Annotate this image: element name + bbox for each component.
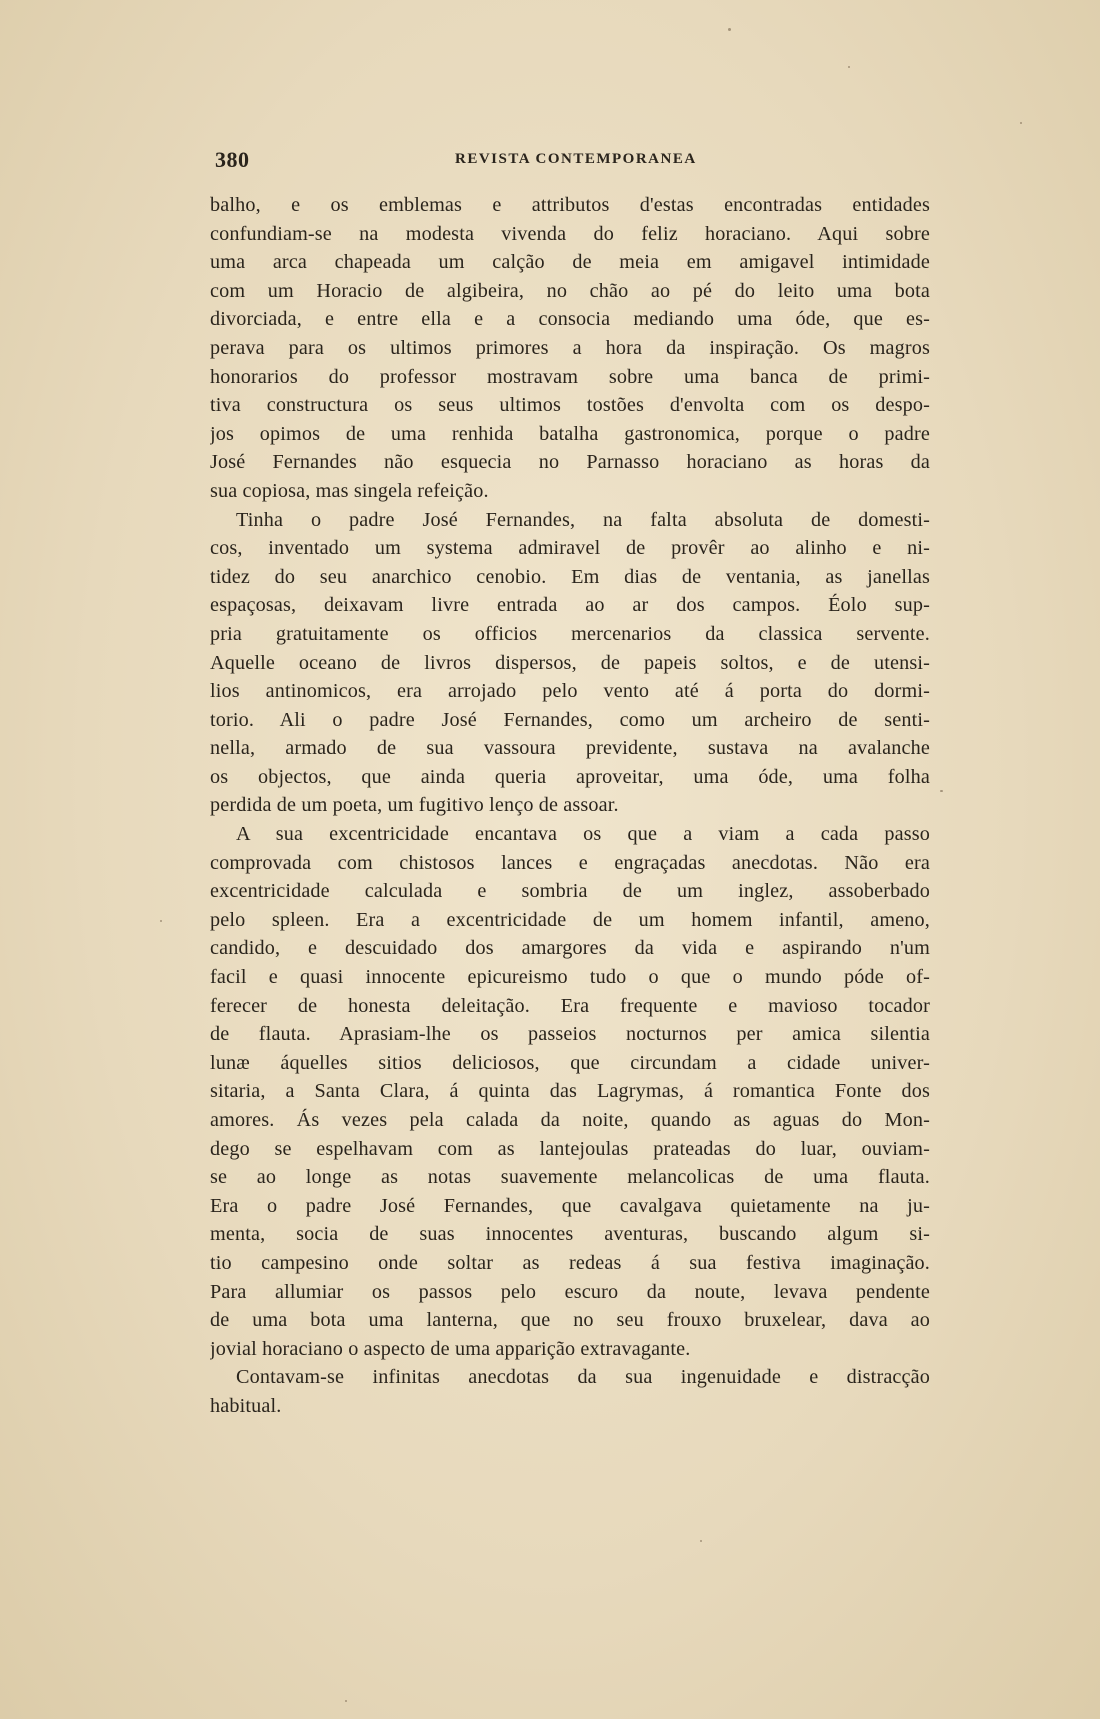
text-line: perdida de um poeta, um fugitivo lenço de assoar.	[210, 794, 619, 817]
text-line: espaçosas, deixavam livre entrada ao ar dos campos. Éolo sup-	[210, 594, 930, 617]
text-line: balho, e os emblemas e attributos d'estas encontradas entidades	[210, 194, 930, 216]
paragraph-start-line: A sua excentricidade encantava os que a viam a cada passo	[236, 823, 930, 846]
text-line: Para allumiar os passos pelo escuro da noute, levava pendente	[210, 1280, 930, 1303]
text-line: pria gratuitamente os officios mercenarios da classica servente.	[210, 622, 930, 645]
running-title: REVISTA CONTEMPORANEA	[455, 151, 697, 167]
text-line: excentricidade calculada e sombria de um inglez, assoberbado	[210, 880, 930, 903]
page-number: 380	[215, 147, 250, 172]
paper-speck	[1020, 122, 1022, 124]
paper-speck	[345, 1700, 347, 1702]
page-header	[215, 147, 929, 177]
text-line: uma arca chapeada um calção de meia em amigavel intimidade	[210, 251, 930, 274]
text-line: José Fernandes não esquecia no Parnasso horaciano as horas da	[210, 451, 930, 474]
text-line: sua copiosa, mas singela refeição.	[210, 479, 489, 502]
text-line: Era o padre José Fernandes, que cavalgava quietamente na ju-	[210, 1194, 930, 1217]
body-text	[210, 191, 930, 1421]
text-line: menta, socia de suas innocentes aventuras, buscando algum si-	[210, 1223, 930, 1246]
text-line: tiva constructura os seus ultimos tostões d'envolta com os despo-	[210, 394, 930, 417]
text-line: jovial horaciano o aspecto de uma apparição extravagante.	[210, 1337, 691, 1360]
text-line: tidez do seu anarchico cenobio. Em dias de ventania, as janellas	[210, 565, 930, 588]
text-line: cos, inventado um systema admiravel de provêr ao alinho e ni-	[210, 537, 930, 560]
text-line: jos opimos de uma renhida batalha gastronomica, porque o padre	[210, 422, 930, 445]
text-line: comprovada com chistosos lances e engraçadas anecdotas. Não era	[210, 851, 930, 874]
text-line: pelo spleen. Era a excentricidade de um homem infantil, ameno,	[210, 908, 930, 931]
text-line: de uma bota uma lanterna, que no seu frouxo bruxelear, dava ao	[210, 1309, 930, 1332]
paper-speck	[728, 28, 731, 31]
text-line: divorciada, e entre ella e a consocia mediando uma óde, que es-	[210, 308, 930, 331]
text-line: facil e quasi innocente epicureismo tudo o que o mundo póde of-	[210, 966, 930, 989]
text-line: tio campesino onde soltar as redeas á sua festiva imaginação.	[210, 1251, 930, 1274]
paper-speck	[700, 1540, 702, 1542]
text-line: os objectos, que ainda queria aproveitar, uma óde, uma folha	[210, 765, 930, 788]
text-line: confundiam-se na modesta vivenda do feliz horaciano. Aqui sobre	[210, 222, 930, 245]
text-line: lios antinomicos, era arrojado pelo vento até á porta do dormi-	[210, 680, 930, 703]
text-line: lunæ áquelles sitios deliciosos, que circundam a cidade univer-	[210, 1051, 930, 1074]
paragraph-start-line: Contavam-se infinitas anecdotas da sua ingenuidade e distracção	[236, 1366, 930, 1389]
text-line: sitaria, a Santa Clara, á quinta das Lagrymas, á romantica Fonte dos	[210, 1080, 930, 1103]
text-line: torio. Ali o padre José Fernandes, como um archeiro de senti-	[210, 708, 930, 731]
text-line: se ao longe as notas suavemente melancolicas de uma flauta.	[210, 1166, 930, 1189]
text-line: honorarios do professor mostravam sobre uma banca de primi-	[210, 365, 930, 388]
paper-speck	[940, 790, 943, 792]
paper-speck	[160, 920, 162, 922]
paragraph-start-line: Tinha o padre José Fernandes, na falta absoluta de domesti-	[236, 508, 930, 531]
text-line: Aquelle oceano de livros dispersos, de papeis soltos, e de utensi-	[210, 651, 930, 674]
text-line: nella, armado de sua vassoura previdente, sustava na avalanche	[210, 737, 930, 760]
text-line: de flauta. Aprasiam-lhe os passeios nocturnos per amica silentia	[210, 1023, 930, 1046]
text-line: perava para os ultimos primores a hora da inspiração. Os magros	[210, 336, 930, 359]
text-line: com um Horacio de algibeira, no chão ao pé do leito uma bota	[210, 279, 930, 302]
text-line: dego se espelhavam com as lantejoulas prateadas do luar, ouviam-	[210, 1137, 930, 1160]
text-line: ferecer de honesta deleitação. Era frequente e mavioso tocador	[210, 994, 930, 1017]
text-line: habitual.	[210, 1394, 282, 1417]
text-line: candido, e descuidado dos amargores da vida e aspirando n'um	[210, 937, 930, 960]
paper-speck	[848, 66, 850, 68]
text-line: amores. Ás vezes pela calada da noite, quando as aguas do Mon-	[210, 1109, 930, 1131]
